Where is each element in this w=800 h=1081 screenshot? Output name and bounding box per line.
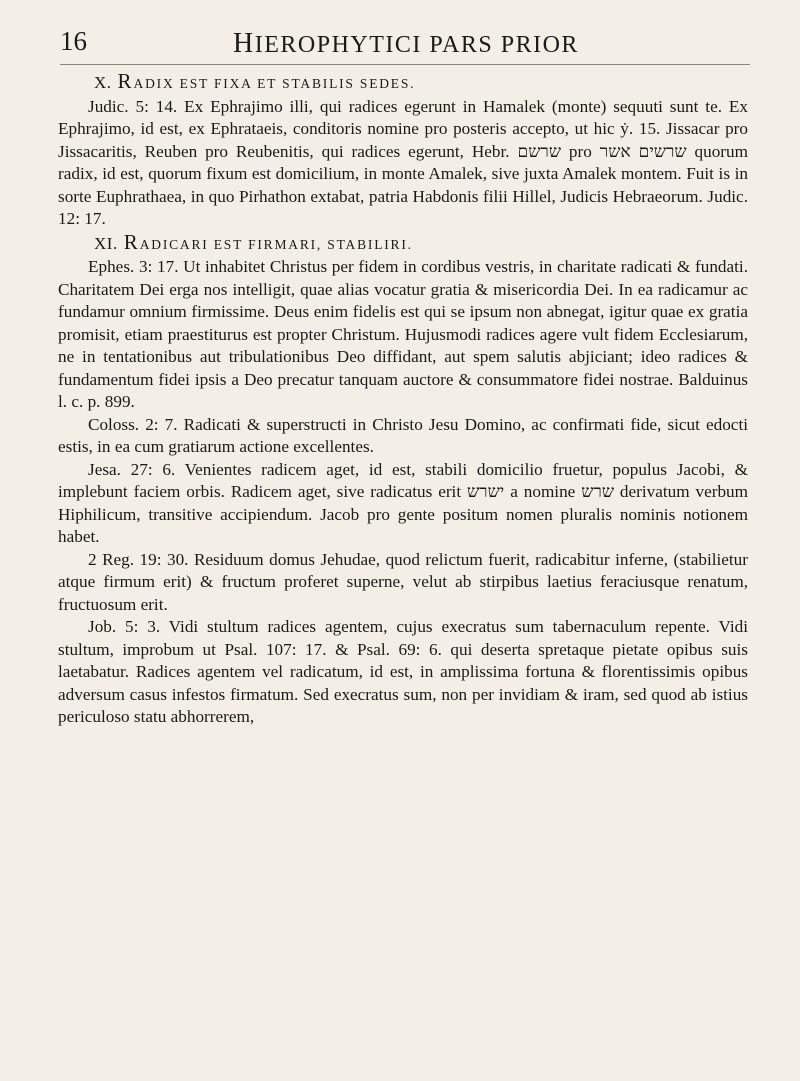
paragraph: Ephes. 3: 17. Ut inhabitet Christus per fidem in cordibus vestris, in charitate radicati & fundati. Charitatem Dei erga nos intelligit, quae alias vocatur gratia & misericordia Dei. In ea radicamur ac fundamur omnium firmissime. Deus enim fidelis est qui se ipsum non abnegat, igitur quae ex gratia promisit, etiam praestiturus est propter Christum. Hujusmodi radices agere vult fidem Ecclesiarum, ne in tentationibus aut tribulationibus Deo diffidant, aut spem salutis abjiciant; ideo radices & fundamentum fidei ipsis a Deo precatur tanquam auctore & consummatore fidei nostrae. Balduinus l. c. p. 899.: [58, 257, 748, 411]
main-text: [58, 70, 748, 729]
running-title-initial: H: [233, 28, 255, 59]
heading-initial: R: [117, 69, 134, 93]
running-title: [233, 28, 579, 60]
page-number: 16: [60, 26, 87, 56]
heading-number: X.: [94, 73, 112, 92]
header-rule: [60, 64, 750, 65]
page-header: [60, 20, 750, 64]
paragraph: 2 Reg. 19: 30. Residuum domus Jehudae, quod relictum fuerit, radicabitur inferne, (stabilietur atque firmum erit) & fructum proferet superne, velut ab stirpibus laetius feraciusque renatum, fructuosum erit.: [58, 549, 748, 614]
heading-text: ADIX EST FIXA ET STABILIS SEDES.: [133, 76, 416, 91]
paragraph: Jesa. 27: 6. Venientes radicem aget, id est, stabili domicilio fruetur, populus Jacobi, & implebunt faciem orbis. Radicem aget, sive radicatus erit ישרש a nomine שרש derivatum verbum Hiphilicum, transitive accipiendum. Jacob pro gente positum nomen pluralis nominis notionem habet.: [58, 459, 748, 546]
section-heading-x: [58, 70, 748, 96]
heading-initial: R: [123, 229, 140, 254]
section-heading-xi: [58, 231, 748, 257]
running-title-rest: IEROPHYTICI PARS PRIOR: [254, 32, 579, 58]
paragraph: Judic. 5: 14. Ex Ephrajimo illi, qui radices egerunt in Hamalek (monte) sequuti sunt te. Ex Ephrajimo, id est, ex Ephrataeis, conditoris nomine pro posteris accepto, ut hic ẏ. 15. Jissacar pro Jissacaritis, Reuben pro Reubenitis, qui radices egerunt, Hebr. שרשם pro שרשים אשר quorum radix, id est, quorum fixum est domicilium, in monte Amalek, sive juxta Amalek montem. Fuit is in sorte Euphrathaea, in quo Pirhathon extabat, patria Habdonis filii Hillel, Judicis Hebraeorum. Judic. 12: 17.: [58, 96, 748, 228]
paragraph: Coloss. 2: 7. Radicati & superstructi in Christo Jesu Domino, ac confirmati fide, sicut edocti estis, in ea cum gratiarum actione excellentes.: [58, 414, 748, 456]
heading-text: ADICARI EST FIRMARI, STABILIRI.: [139, 236, 413, 252]
paragraph: Job. 5: 3. Vidi stultum radices agentem, cujus execratus sum tabernaculum repente. Vidi stultum, improbum ut Psal. 107: 17. & Psal. 69: 6. qui deserta spretaque pietate opibus suis laetabatur. Radices agentem vel radicatum, id est, in amplissima fortuna & florentissimis opibus adversum casus infestos firmatum. Sed execratus sum, non per invidiam & iram, sed quod ab istius periculoso statu abhorrerem,: [58, 617, 748, 726]
heading-number: XI.: [94, 233, 118, 253]
